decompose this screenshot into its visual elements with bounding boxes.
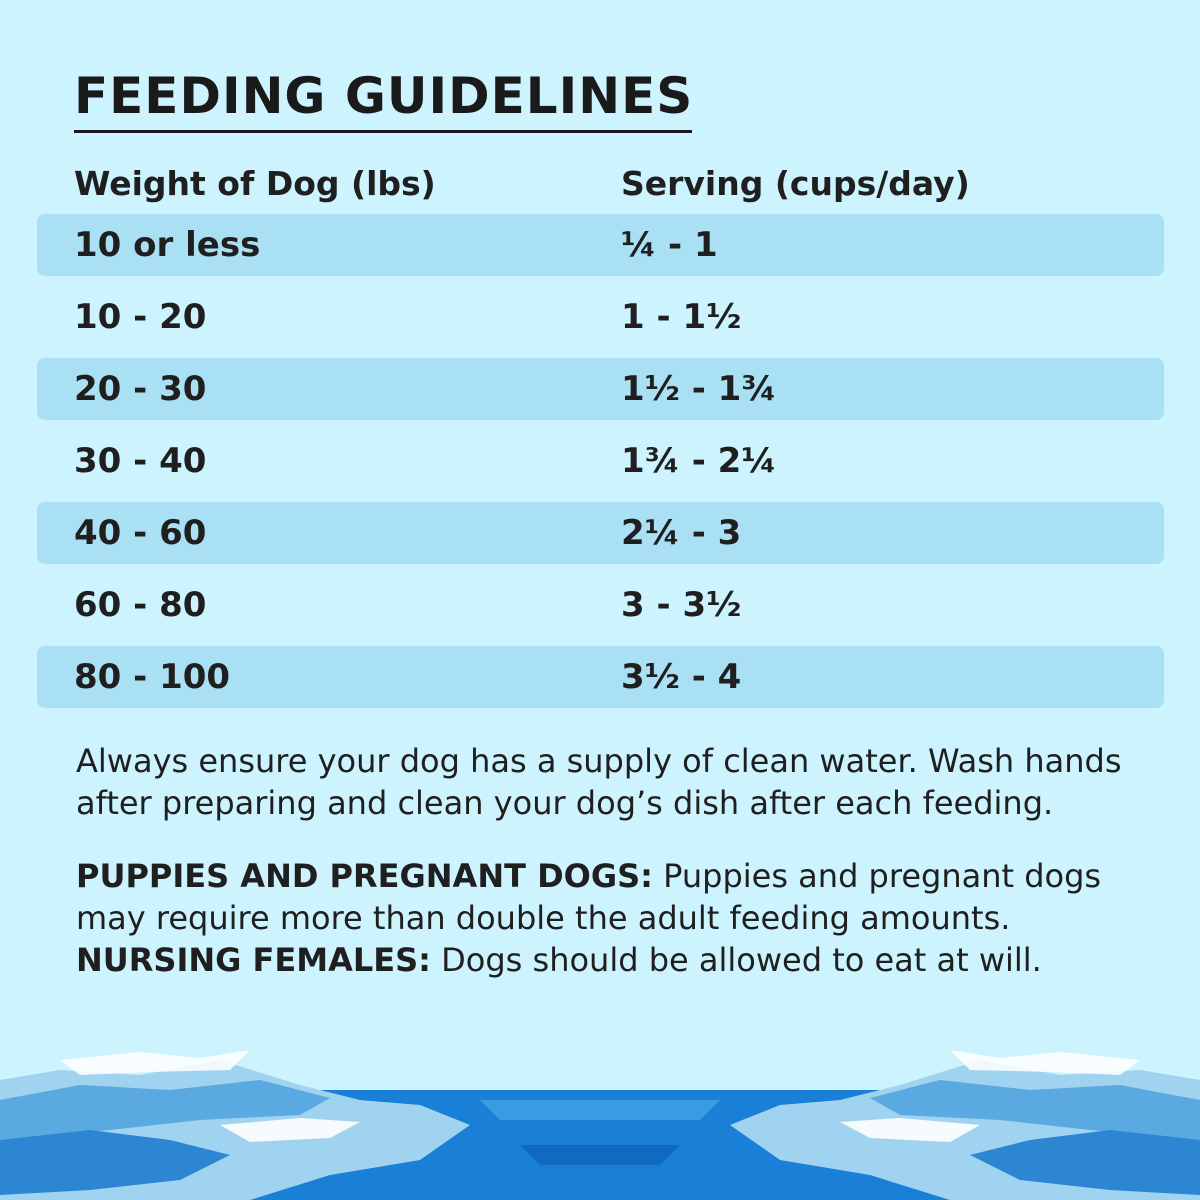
nursing-label: NURSING FEMALES: bbox=[76, 941, 431, 979]
puppies-text: Puppies and pregnant dogs may require more than double the adult feeding amounts. bbox=[76, 857, 1102, 937]
serving-cell: 3 - 3½ bbox=[621, 585, 742, 625]
table-row bbox=[37, 286, 1164, 348]
page-title: FEEDING GUIDELINES bbox=[74, 66, 692, 133]
serving-cell: 3½ - 4 bbox=[621, 657, 742, 697]
feeding-table bbox=[37, 214, 1164, 718]
weight-cell: 40 - 60 bbox=[74, 513, 207, 553]
serving-cell: 2¼ - 3 bbox=[621, 513, 742, 553]
weight-cell: 60 - 80 bbox=[74, 585, 207, 625]
special-cases-note bbox=[76, 855, 1146, 981]
weight-column-header: Weight of Dog (lbs) bbox=[74, 164, 436, 203]
weight-cell: 10 - 20 bbox=[74, 297, 207, 337]
serving-cell: 1 - 1½ bbox=[621, 297, 742, 337]
serving-cell: 1¾ - 2¼ bbox=[621, 441, 777, 481]
table-row bbox=[37, 358, 1164, 420]
weight-cell: 30 - 40 bbox=[74, 441, 207, 481]
glacier-water-illustration bbox=[0, 1030, 1200, 1200]
nursing-text: Dogs should be allowed to eat at will. bbox=[430, 941, 1042, 979]
table-row bbox=[37, 646, 1164, 708]
table-row bbox=[37, 430, 1164, 492]
weight-cell: 10 or less bbox=[74, 225, 261, 265]
weight-cell: 20 - 30 bbox=[74, 369, 207, 409]
table-row bbox=[37, 502, 1164, 564]
water-hygiene-note: Always ensure your dog has a supply of clean water. Wash hands after preparing and clean your dog’s dish after each feeding. bbox=[76, 742, 1122, 822]
serving-column-header: Serving (cups/day) bbox=[621, 164, 970, 203]
table-row bbox=[37, 574, 1164, 636]
serving-cell: ¼ - 1 bbox=[621, 225, 718, 265]
table-row bbox=[37, 214, 1164, 276]
puppies-label: PUPPIES AND PREGNANT DOGS: bbox=[76, 857, 653, 895]
serving-cell: 1½ - 1¾ bbox=[621, 369, 777, 409]
weight-cell: 80 - 100 bbox=[74, 657, 231, 697]
